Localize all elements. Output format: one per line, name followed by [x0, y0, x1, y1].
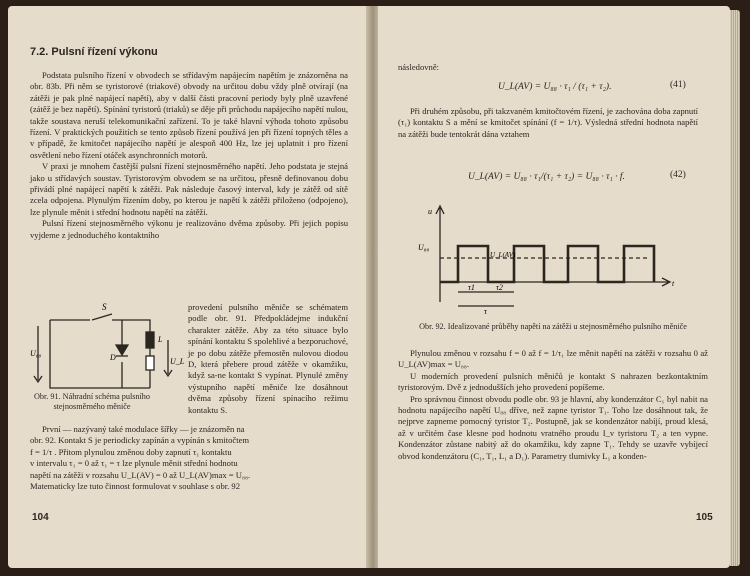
equation-number: (41) [670, 80, 686, 90]
page-number: 105 [696, 512, 713, 523]
paragraph-text: Při druhém způsobu, při takzvaném kmitočtovém řízení, je zachována doba zapnutí (τ₁) kontaktu S a mění se kmitočet spínání (f = 1/τ). Výsledná střední hodnota napětí na zátěži bude tentokrát dána vztahem [398, 106, 698, 139]
figure-caption: Obr. 92. Idealizované průběhy napětí na zátěži u stejnosměrného pulsního měniče [419, 322, 687, 331]
paragraph: Plynulou změnou v rozsahu f = 0 až f = 1/τ₁ lze měnit napětí na zátěži v rozsahu 0 až U_L(AV)max = U₈₈. [398, 348, 708, 370]
axis-u: u [428, 207, 432, 216]
waveform-graph [418, 202, 688, 318]
side-text: provedení pulsního měniče se schématem podle obr. 91. Předpokládejme indukční charakter zátěže. Aby za této situace bylo spínání kontaktu S spolehlivé a bezporuchové, je po dobu zátěže přemostěn nulovou diodou D, která přebere proud zátěže v okamžiku, když sa-ne kontakt S vypínat. Plynulé změny výstupního napětí měniče lze dosáhnout dvěma způsoby řízení spínacího režimu kontaktu S. [188, 302, 348, 415]
axis-t: t [672, 279, 675, 288]
paragraph: Podstata pulsního řízení v obvodech se střídavým napájecím napětím je znázorněna na obr. 83b. Při něm se tyristorové (triakové) obvody na určitou dobu vždy plně otvírají (na zátěži je pak plné napájecí napětí), aby v další části pracovní periody byly plně uzavřené (zátěž je bez napětí). Spínání tyristorů (triaků) se děje při průchodu napájecího napětí nulou, takže soustava neruší telekomunikační zařízení. To je také hlavní výhoda tohoto způsobu řízení. V praktických použitích se tento způsob řízení používá jen při řízení topných těles a v případě, že kmitočet napájecího napětí je alespoň 400 Hz, lze jej uplatnit i pro řízení osvětlení nebo řízení otáček asynchronních motorů. [30, 70, 348, 160]
equation-42: U_L(AV) = U₈₈ · τ₁/(τ₁ + τ₂) = U₈₈ · τ₁ · f. [468, 172, 625, 182]
label-uss: U₈₈ [30, 349, 42, 358]
text-line: Matematicky lze tuto činnost formulovat v souhlase s obr. 92 [30, 481, 241, 492]
label-level: U₈₈ [418, 243, 430, 252]
label-tau: τ [484, 307, 487, 316]
label-avg: U_L(AV) [490, 251, 516, 259]
equation-41: U_L(AV) = U₈₈ · τ₁ / (τ₁ + τ₂). [498, 82, 612, 92]
paragraph: Pro správnou činnost obvodu podle obr. 93 je hlavní, aby kondenzátor C₁ byl nabit na hodnotu napájecího napětí U₈₈ dříve, než zapne tyristor T₁. Toho lze dosáhnout tak, že nejprve zapneme pomocný tyristor T₂. Postupně, jak se kondenzátor nabíjí, proud klesá, až v určitém čase klesne pod hodnotu vratného proudu I_v tyristoru T₂ a ten vypne. Kondenzátor zůstane nabitý až do okamžiku, kdy zapne T₁. Tehdy se uzavře vybíjecí obvod kondenzátoru (C₁, T₁, L₁ a D₁). Parametry tlumivky L₁ a konden- [398, 393, 708, 461]
text-line: První — nazývaný také modulace šířky — je znázorněn na [42, 424, 245, 434]
paragraph: Pulsní řízení stejnosměrného výkonu je realizováno dvěma způsoby. Při jejich popisu vyjdeme z jednoduchého kontaktního [30, 218, 348, 240]
text-line: v intervalu τ₁ = 0 až τ₁ = τ lze plynule měnit střední hodnotu [30, 458, 238, 469]
figure-caption: Obr. 91. Náhradní schéma pulsního stejnosměrného měniče [34, 392, 150, 411]
text-line: obr. 92. Kontakt S je periodicky zapínán a vypínán s kmitočtem [30, 435, 250, 446]
text-line: f = 1/τ . Přitom plynulou změnou doby zapnutí τ₁ kontaktu [30, 446, 232, 457]
left-body-text [30, 70, 348, 241]
circuit-diagram [30, 300, 185, 392]
label-l: L [158, 335, 163, 344]
label-s: S [102, 302, 107, 312]
label-d: D [110, 353, 116, 362]
bottom-text [30, 424, 348, 492]
paragraph: V praxi je mnohem častější pulsní řízení stejnosměrného napětí. Jeho podstata je stejná jako u střídavých soustav. Tyristorovým obvodem se na určitou, přesně definovanou dobu přivádí plné napájecí napětí k zátěži. Pak následuje časový interval, kdy je zátěž od sítě zcela odpojena. Plynulým řízením doby, po kterou je napětí k zátěži přiloženo (odpojeno), lze plynule měnit i střední hodnotu napětí na zátěži. [30, 161, 348, 217]
section-heading: 7.2. Pulsní řízení výkonu [30, 46, 158, 58]
right-page [378, 6, 730, 568]
label-t1: τ1 [468, 283, 475, 292]
text-line: napětí na zátěži v rozsahu U_L(AV) = 0 až U_L(AV)max = U₈₈. [30, 469, 251, 480]
paragraph: U moderních provedení pulsních měničů je kontakt S nahrazen bezkontaktním tyristorovým. Dvě z jednodušších jeho provedení popíšeme. [398, 370, 708, 393]
book-spread [8, 6, 736, 568]
left-page [8, 6, 368, 568]
label-t2: τ2 [496, 283, 503, 292]
right-body-text [398, 348, 708, 462]
page-edges [730, 10, 740, 566]
intro-text: následovně: [398, 62, 440, 72]
paragraph [398, 106, 698, 140]
page-number: 104 [32, 512, 49, 523]
label-ul: U_L [170, 357, 185, 366]
equation-number: (42) [670, 170, 686, 180]
